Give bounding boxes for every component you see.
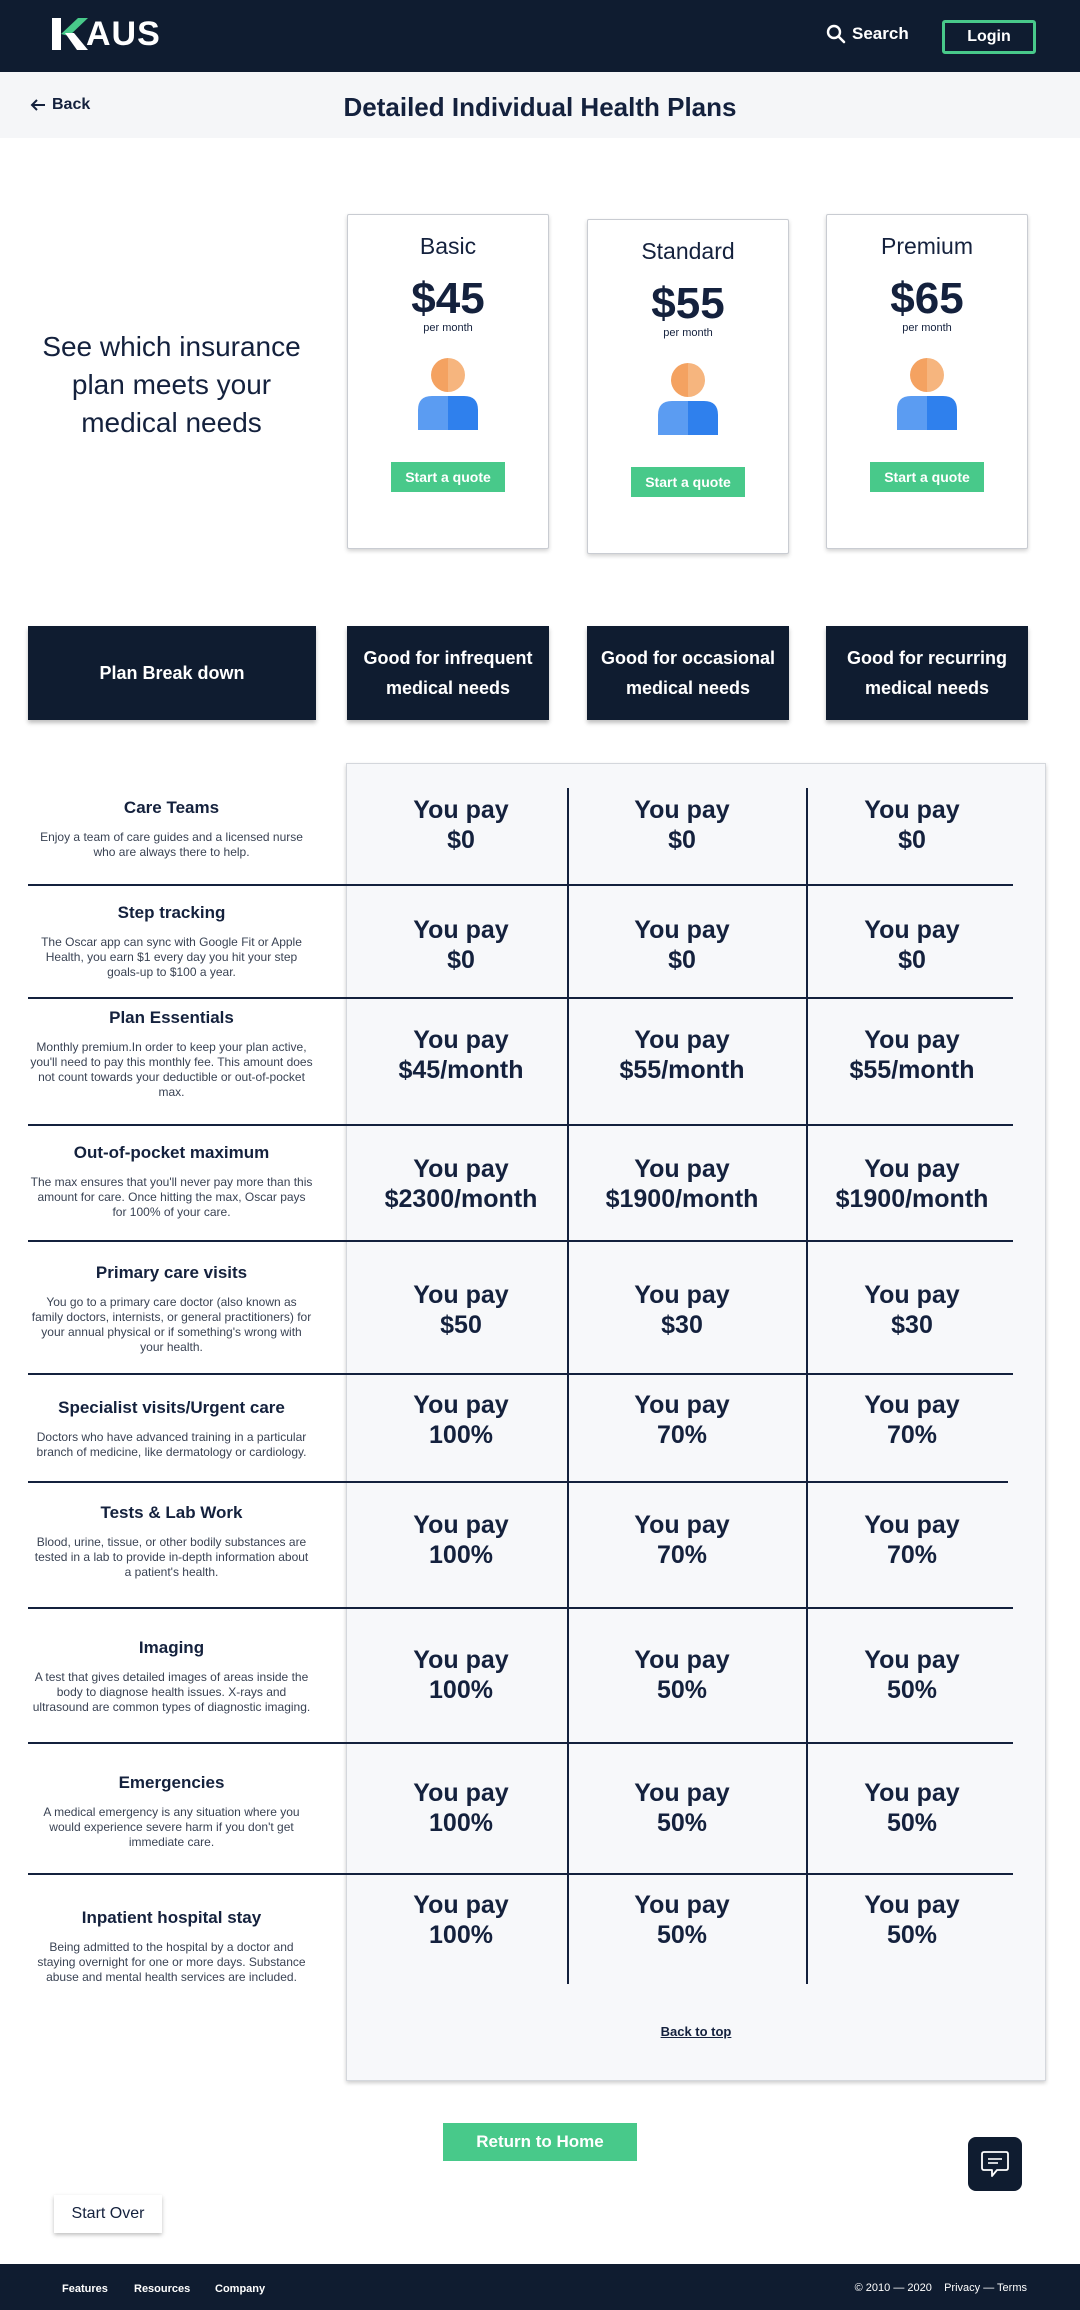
logo[interactable] <box>50 14 161 54</box>
footer-legal <box>855 2282 1027 2294</box>
search-icon <box>826 24 846 44</box>
plan-price-period: per month <box>663 327 713 339</box>
value-cell: You pay 100% <box>413 1391 509 1449</box>
footer-link-company[interactable]: Company <box>215 2283 266 2295</box>
row-description: Doctors who have advanced training in a particular branch of medicine, like dermatology or cardiology. <box>36 1430 307 1459</box>
footer-link-resources[interactable]: Resources <box>134 2283 191 2295</box>
back-to-top-link[interactable]: Back to top <box>660 2024 732 2039</box>
start-quote-button[interactable]: Start a quote <box>631 467 745 497</box>
value-cell: You pay 100% <box>413 1779 509 1837</box>
search-label: Search <box>852 24 909 43</box>
search-link[interactable] <box>826 24 909 44</box>
row-description: You go to a primary care doctor (also known as family doctors, internists, or general practitioners) for your annual physical or if something's wrong with your health. <box>31 1295 312 1354</box>
row-title: Step tracking <box>117 903 226 922</box>
row-divider <box>28 884 1013 886</box>
value-cell: You pay $0 <box>634 796 730 854</box>
row-description: The max ensures that you'll never pay more than this amount for care. Once hitting the max, Oscar pays for 100% of your care. <box>30 1175 313 1219</box>
row-label-imaging <box>30 1638 313 1715</box>
value-cell: You pay $0 <box>413 796 509 854</box>
plan-price-period: per month <box>423 322 473 334</box>
row-description: Being admitted to the hospital by a doctor and staying overnight for one or more days. Substance abuse and mental health services are included. <box>37 1940 306 1984</box>
row-title: Specialist visits/Urgent care <box>58 1398 285 1417</box>
row-title: Inpatient hospital stay <box>81 1908 262 1927</box>
plan-price: $55 <box>651 279 725 328</box>
row-divider <box>28 1873 1013 1875</box>
row-title: Plan Essentials <box>109 1008 234 1027</box>
copyright: © 2010 — 2020 <box>854 2282 932 2294</box>
value-cell: You pay 70% <box>634 1391 730 1449</box>
value-cell: You pay 50% <box>864 1646 960 1704</box>
good-for-premium: Good for recurring medical needs <box>826 626 1028 720</box>
row-label-tests-lab <box>30 1503 313 1580</box>
start-quote-button[interactable]: Start a quote <box>391 462 505 492</box>
row-description: Blood, urine, tissue, or other bodily substances are tested in a lab to provide in-depth information about a patient's health. <box>34 1535 309 1579</box>
row-title: Tests & Lab Work <box>100 1503 243 1522</box>
value-cell: You pay 70% <box>864 1511 960 1569</box>
row-label-care-teams <box>30 798 313 860</box>
row-label-plan-essentials <box>30 1008 313 1100</box>
row-divider <box>28 1124 1013 1126</box>
row-title: Imaging <box>138 1638 205 1657</box>
row-title: Care Teams <box>123 798 220 817</box>
user-avatar-icon <box>656 361 720 437</box>
user-avatar-icon <box>895 356 959 432</box>
user-avatar-icon <box>416 356 480 432</box>
sub-header <box>0 72 1080 138</box>
top-navbar <box>0 0 1080 72</box>
footer-link-features[interactable]: Features <box>62 2283 108 2295</box>
row-label-primary-care <box>30 1263 313 1355</box>
value-cell: You pay $0 <box>413 916 509 974</box>
row-description: A test that gives detailed images of areas inside the body to diagnose health issues. X-rays and ultrasound are common types of diagnostic imaging. <box>32 1670 311 1714</box>
row-title: Primary care visits <box>95 1263 248 1282</box>
value-cell: You pay $55/month <box>849 1026 975 1084</box>
row-label-specialist <box>30 1398 313 1460</box>
value-cell: You pay 70% <box>864 1391 960 1449</box>
plan-card-standard <box>587 219 789 554</box>
chat-icon <box>979 2148 1011 2180</box>
value-cell: You pay $1900/month <box>605 1155 759 1213</box>
row-description: A medical emergency is any situation where you would experience severe harm if you don't get immediate care. <box>43 1805 300 1849</box>
row-divider <box>28 997 1013 999</box>
row-divider <box>28 1481 1008 1483</box>
login-button[interactable]: Login <box>942 20 1036 54</box>
good-for-basic: Good for infrequent medical needs <box>347 626 549 720</box>
value-cell: You pay $30 <box>864 1281 960 1339</box>
value-cell: You pay $45/month <box>398 1026 524 1084</box>
plan-price-period: per month <box>902 322 952 334</box>
value-cell: You pay 50% <box>864 1779 960 1837</box>
row-description: The Oscar app can sync with Google Fit or Apple Health, you earn $1 every day you hit your step goals-up to $100 a year. <box>41 935 302 979</box>
value-cell: You pay $30 <box>634 1281 730 1339</box>
value-cell: You pay 100% <box>413 1891 509 1949</box>
row-label-out-of-pocket <box>30 1143 313 1220</box>
value-cell: You pay 50% <box>864 1891 960 1949</box>
value-cell: You pay 70% <box>634 1511 730 1569</box>
start-over-button[interactable]: Start Over <box>54 2195 162 2233</box>
return-home-button[interactable]: Return to Home <box>443 2123 637 2161</box>
row-description: Enjoy a team of care guides and a licensed nurse who are always there to help. <box>40 830 303 859</box>
row-description: Monthly premium.In order to keep your plan active, you'll need to pay this monthly fee. This amount does not count towards your deductible or out-of-pocket max. <box>30 1040 313 1099</box>
footer <box>0 2264 1080 2310</box>
value-cell: You pay $0 <box>864 796 960 854</box>
logo-text: AUS <box>86 14 161 53</box>
row-title: Emergencies <box>118 1773 225 1792</box>
plan-breakdown-header: Plan Break down <box>28 626 316 720</box>
row-divider <box>28 1607 1013 1609</box>
start-quote-button[interactable]: Start a quote <box>870 462 984 492</box>
plan-price: $65 <box>890 274 964 323</box>
value-cell: You pay 50% <box>634 1646 730 1704</box>
value-cell: You pay $0 <box>634 916 730 974</box>
value-cell: You pay $2300/month <box>384 1155 538 1213</box>
plan-name: Basic <box>419 233 477 259</box>
good-for-standard: Good for occasional medical needs <box>587 626 789 720</box>
value-cell: You pay 50% <box>634 1891 730 1949</box>
row-label-emergencies <box>30 1773 313 1850</box>
logo-k-mark <box>50 14 90 54</box>
plan-card-premium <box>826 214 1028 549</box>
row-label-inpatient <box>30 1908 313 1985</box>
row-title: Out-of-pocket maximum <box>73 1143 270 1162</box>
value-cell: You pay 50% <box>634 1779 730 1837</box>
row-label-step-tracking <box>30 903 313 980</box>
row-divider <box>28 1742 1013 1744</box>
chat-button[interactable] <box>968 2137 1022 2191</box>
privacy-terms-link[interactable]: Privacy — Terms <box>944 2282 1027 2294</box>
value-cell: You pay 100% <box>413 1646 509 1704</box>
plan-name: Premium <box>880 233 973 259</box>
plan-price: $45 <box>411 274 485 323</box>
back-label: Back <box>52 96 91 113</box>
value-cell: You pay $50 <box>413 1281 509 1339</box>
row-divider <box>28 1373 1013 1375</box>
plan-name: Standard <box>641 238 735 264</box>
value-cell: You pay $55/month <box>619 1026 745 1084</box>
value-cell: You pay $0 <box>864 916 960 974</box>
row-divider <box>28 1240 1013 1242</box>
intro-text: See which insurance plan meets your medical needs <box>42 331 301 438</box>
value-cell: You pay 100% <box>413 1511 509 1569</box>
page-title: Detailed Individual Health Plans <box>343 92 737 122</box>
value-cell: You pay $1900/month <box>835 1155 989 1213</box>
plan-card-basic <box>347 214 549 549</box>
